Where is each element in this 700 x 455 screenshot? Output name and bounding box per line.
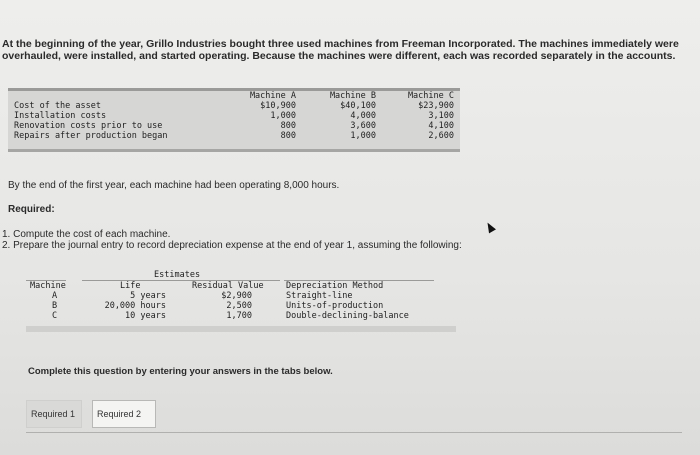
estimate-life: 5 years (130, 291, 166, 301)
estimate-residual: 1,700 (226, 311, 252, 321)
required-item-1: 1. Compute the cost of each machine. (2, 229, 171, 240)
estimate-residual: 2,500 (226, 301, 252, 311)
required-heading: Required: (8, 204, 55, 215)
header-depreciation-method: Depreciation Method (286, 281, 384, 291)
table-bottom-band (26, 326, 456, 332)
estimate-life: 10 years (125, 311, 166, 321)
cell-b: 1,000 (350, 131, 376, 141)
estimate-machine: B (52, 301, 58, 311)
cell-c: $23,900 (418, 101, 454, 111)
tab-required-1[interactable]: Required 1 (26, 400, 82, 428)
required-item-2: 2. Prepare the journal entry to record depreciation expense at the end of year 1, assuming the following: (2, 240, 462, 251)
cell-c: 3,100 (428, 111, 454, 121)
estimate-machine: C (52, 311, 58, 321)
cell-a: $10,900 (260, 101, 296, 111)
cell-a: 800 (280, 121, 296, 131)
tab-required-2[interactable]: Required 2 (92, 400, 156, 428)
header-machine: Machine (30, 281, 66, 291)
header-machine-a: Machine A (249, 91, 296, 101)
cell-c: 2,600 (428, 131, 454, 141)
cell-b: 3,600 (350, 121, 376, 131)
header-machine-b: Machine B (329, 91, 376, 101)
row-label: Cost of the asset (14, 101, 101, 111)
estimate-method: Double-declining-balance (286, 311, 409, 321)
estimates-group-header: Estimates (154, 270, 201, 280)
header-residual-value: Residual Value (192, 281, 264, 291)
table-bottom-rule (8, 149, 460, 152)
cell-a: 800 (280, 131, 296, 141)
machine-cost-table (8, 88, 460, 154)
estimate-life: 20,000 hours (104, 301, 166, 311)
cell-a: 1,000 (270, 111, 296, 121)
estimates-table (26, 270, 456, 334)
tabs-baseline (26, 432, 682, 433)
header-machine-c: Machine C (407, 91, 454, 101)
header-life: Life (120, 281, 141, 291)
cell-b: $40,100 (340, 101, 376, 111)
estimate-residual: $2,900 (221, 291, 252, 301)
mouse-cursor-icon (484, 221, 496, 234)
row-label: Repairs after production began (14, 131, 168, 141)
estimate-method: Straight-line (286, 291, 353, 301)
required-list (2, 229, 462, 251)
estimate-machine: A (52, 291, 58, 301)
answer-tabs (26, 400, 682, 434)
cell-c: 4,100 (428, 121, 454, 131)
estimate-method: Units-of-production (286, 301, 384, 311)
question-intro: At the beginning of the year, Grillo Industries bought three used machines from Freeman Incorporated. The machines immediately were overhauled, were installed, and started operating. Because the machines were different, each was recorded separately in the accounts. (2, 38, 679, 62)
row-label: Renovation costs prior to use (14, 121, 163, 131)
cell-b: 4,000 (350, 111, 376, 121)
row-label: Installation costs (14, 111, 107, 121)
hours-statement: By the end of the first year, each machine had been operating 8,000 hours. (8, 180, 340, 191)
instructions-text: Complete this question by entering your answers in the tabs below. (28, 366, 333, 377)
